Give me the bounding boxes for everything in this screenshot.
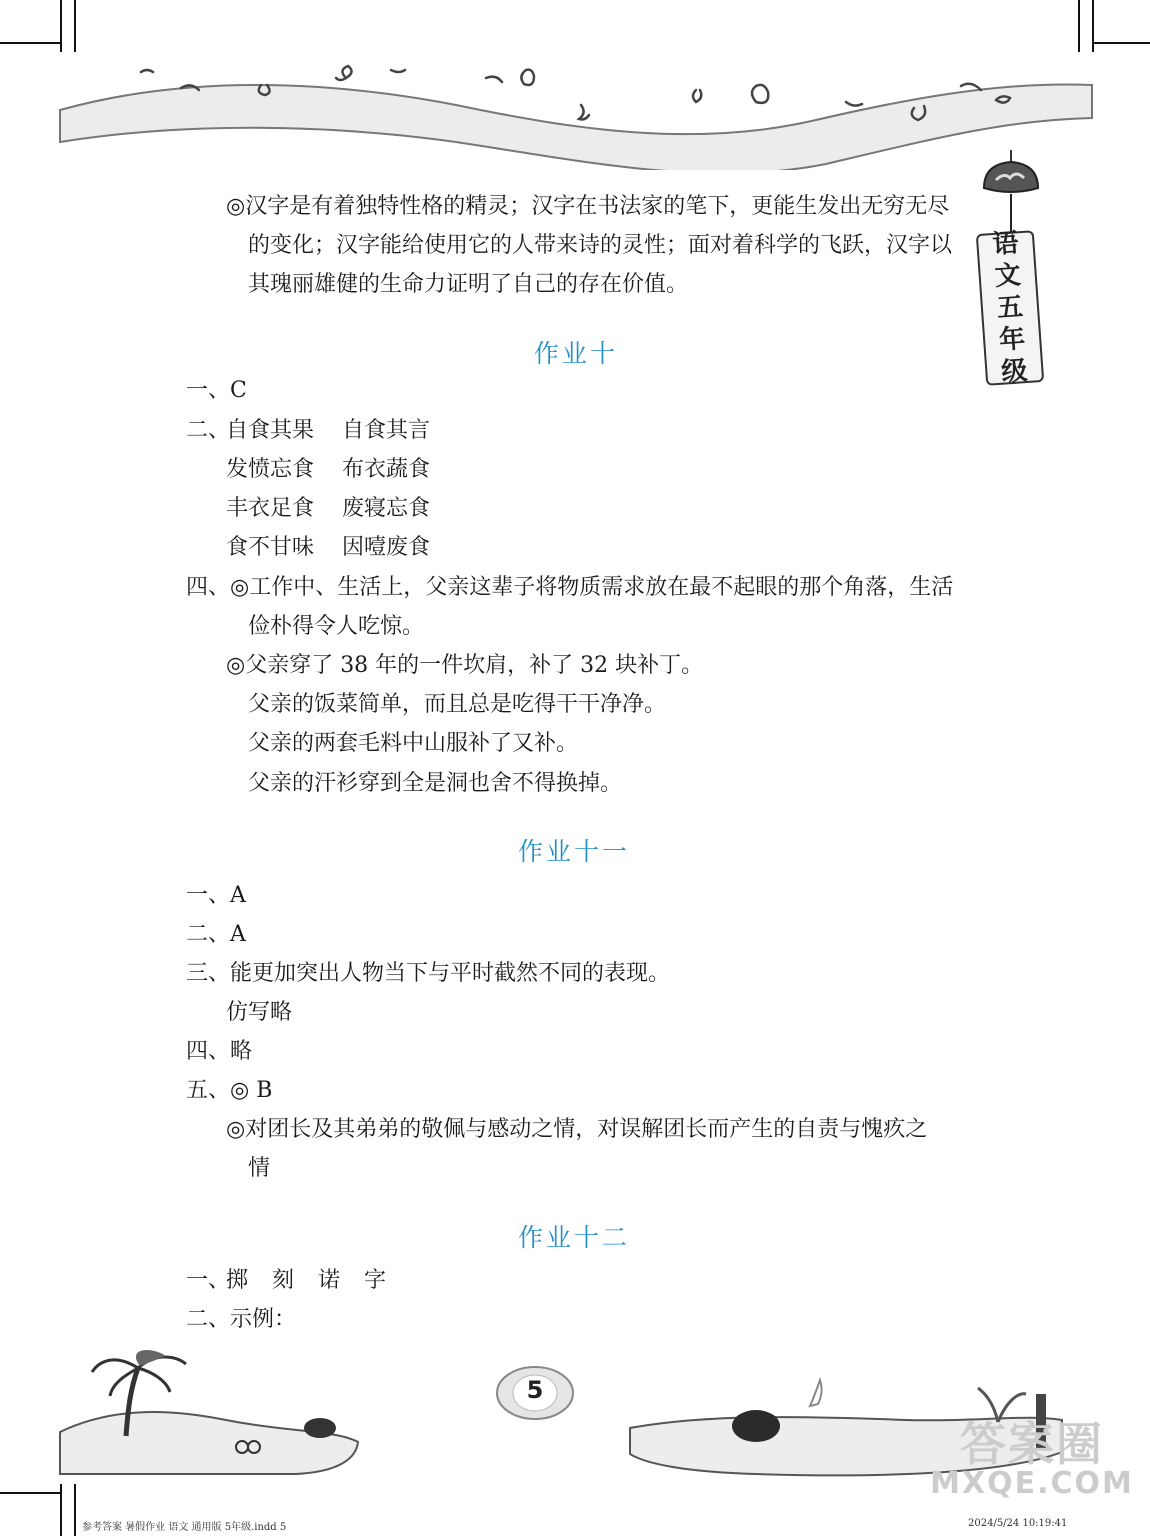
side-tab-char: 文 [993,260,1022,292]
watermark [924,1417,1140,1502]
answer-line: 一、A [186,883,246,908]
footer-file-info: 参考答案 暑假作业 语文 通用版 5年级.indd 5 [82,1522,287,1533]
bell-ornament-icon [976,150,1046,240]
side-tab-char: 年 [998,324,1027,356]
answer-prefix: 一、 [186,1268,231,1293]
grade-side-tab [976,230,1044,386]
idiom: 废寝忘食 [342,496,431,521]
answer-char: 字 [364,1268,387,1293]
answer-line: ◎父亲穿了 38 年的一件坎肩，补了 32 块补丁。 [226,653,704,678]
idiom: 发愤忘食 [226,457,315,482]
intro-line: 其瑰丽雄健的生命力证明了自己的存在价值。 [248,272,689,297]
crop-mark [74,1484,76,1536]
idiom: 自食其果 [226,418,315,443]
section-title-hw11: 作业十一 [518,837,631,866]
answer-line: 四、略 [186,1039,253,1064]
answer-line: 情 [248,1156,271,1181]
side-tab-char: 五 [995,292,1025,324]
idiom: 布衣蔬食 [342,457,431,482]
answer-line: 一、C [186,378,247,403]
answer-line: 俭朴得令人吃惊。 [248,614,425,639]
crop-mark [0,1492,62,1494]
side-tab-char: 级 [1000,355,1029,388]
watermark-top: 答案圈 [960,1417,1104,1471]
crop-mark [74,0,76,52]
answer-line: 三、能更加突出人物当下与平时截然不同的表现。 [186,961,671,986]
answer-line: 仿写略 [226,1000,293,1025]
crop-mark [60,0,62,52]
answer-line: 父亲的两套毛料中山服补了又补。 [248,731,579,756]
crop-mark [1092,0,1094,52]
section-title-hw10: 作业十 [534,339,619,368]
answer-line: 父亲的饭菜简单，而且总是吃得干干净净。 [248,692,667,717]
answer-char: 掷 [226,1268,249,1293]
header-wave-decoration [56,60,1096,170]
answer-line: 五、◎ B [186,1078,273,1103]
crop-mark [0,42,62,44]
answer-line: 四、◎工作中、生活上，父亲这辈子将物质需求放在最不起眼的那个角落，生活 [186,575,954,600]
answer-line: 父亲的汗衫穿到全是洞也舍不得换掉。 [248,771,623,796]
idiom: 食不甘味 [226,535,315,560]
answer-line: ◎对团长及其弟弟的敬佩与感动之情，对误解团长而产生的自责与愧疚之 [226,1117,928,1142]
idiom: 因噎废食 [342,535,431,560]
answer-line: 二、A [186,922,246,947]
idiom: 丰衣足食 [226,496,315,521]
crop-mark [1092,42,1150,44]
intro-line: ◎汉字是有着独特性格的精灵；汉字在书法家的笔下，更能生发出无穷无尽 [226,194,950,219]
watermark-bottom: MXQE.COM [930,1466,1134,1502]
intro-line: 的变化；汉字能给使用它的人带来诗的灵性；面对着科学的飞跃，汉字以 [248,233,953,258]
idiom: 自食其言 [342,418,431,443]
palm-island-decoration [56,1350,366,1480]
footer-timestamp: 2024/5/24 10:19:41 [968,1518,1068,1529]
answer-prefix: 二、 [186,418,231,443]
side-tab-char: 语 [991,228,1020,261]
answer-line: 二、示例： [186,1307,297,1332]
section-title-hw12: 作业十二 [518,1223,631,1252]
page-number: 5 [526,1376,544,1404]
crop-mark [1078,0,1080,52]
answer-char: 诺 [318,1268,341,1293]
answer-char: 刻 [272,1268,295,1293]
